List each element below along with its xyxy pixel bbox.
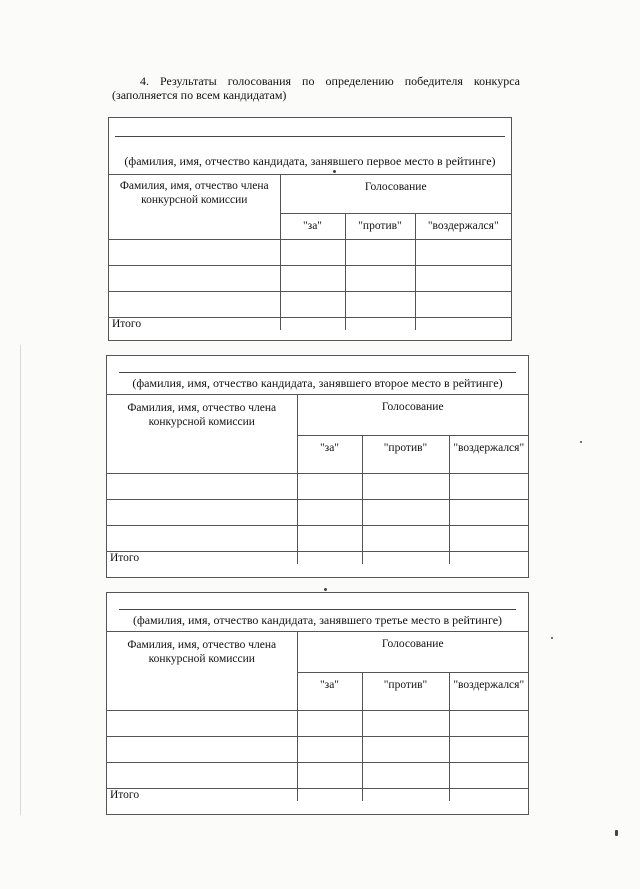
member-cell[interactable]	[107, 736, 297, 762]
total-cell[interactable]	[362, 551, 449, 564]
vote-cell[interactable]	[415, 291, 511, 317]
vote-cell[interactable]	[415, 239, 511, 265]
vote-cell[interactable]	[362, 736, 449, 762]
table-row	[107, 710, 528, 736]
vote-cell[interactable]	[449, 473, 528, 499]
scan-speck	[551, 637, 553, 639]
member-column-header: Фамилия, имя, отчество члена конкурсной комиссии	[109, 175, 280, 239]
table-row	[109, 265, 511, 291]
vote-cell[interactable]	[362, 762, 449, 788]
member-cell[interactable]	[107, 473, 297, 499]
member-cell[interactable]	[107, 710, 297, 736]
option-for: "за"	[297, 672, 362, 710]
candidate-name-area	[109, 118, 511, 175]
section-heading-line1: 4. Результаты голосования по определению победителя конкурса	[140, 74, 520, 88]
total-row	[109, 317, 511, 330]
vote-cell[interactable]	[362, 710, 449, 736]
vote-column-header: Голосование	[280, 175, 511, 213]
member-column-header: Фамилия, имя, отчество члена конкурсной комиссии	[107, 632, 297, 710]
total-cell[interactable]	[449, 551, 528, 564]
member-cell[interactable]	[107, 525, 297, 551]
votes-table	[107, 395, 528, 564]
total-cell[interactable]	[297, 788, 362, 801]
candidate-name-line[interactable]	[119, 609, 516, 610]
candidate-name-area	[107, 593, 528, 632]
candidate-name-line[interactable]	[115, 136, 505, 137]
total-label: Итого	[109, 317, 280, 330]
vote-column-header: Голосование	[297, 395, 528, 435]
vote-cell[interactable]	[297, 710, 362, 736]
member-cell[interactable]	[107, 762, 297, 788]
candidate-name-line[interactable]	[119, 372, 516, 373]
member-cell[interactable]	[109, 239, 280, 265]
total-cell[interactable]	[415, 317, 511, 330]
total-cell[interactable]	[345, 317, 415, 330]
option-abstained: "воздержался"	[415, 213, 511, 239]
option-against: "против"	[345, 213, 415, 239]
total-cell[interactable]	[297, 551, 362, 564]
results-block-third-place	[106, 592, 529, 815]
total-label: Итого	[107, 551, 297, 564]
section-heading	[112, 74, 520, 102]
member-cell[interactable]	[109, 265, 280, 291]
option-against: "против"	[362, 435, 449, 473]
option-for: "за"	[280, 213, 345, 239]
vote-cell[interactable]	[297, 473, 362, 499]
vote-cell[interactable]	[297, 499, 362, 525]
votes-table	[107, 632, 528, 801]
table-row	[107, 473, 528, 499]
vote-cell[interactable]	[345, 291, 415, 317]
vote-cell[interactable]	[449, 710, 528, 736]
table-row	[107, 525, 528, 551]
table-row	[107, 762, 528, 788]
vote-cell[interactable]	[449, 525, 528, 551]
total-label: Итого	[107, 788, 297, 801]
candidate-caption: (фамилия, имя, отчество кандидата, занявшего второе место в рейтинге)	[132, 376, 503, 390]
vote-cell[interactable]	[449, 762, 528, 788]
total-cell[interactable]	[449, 788, 528, 801]
results-block-first-place	[108, 117, 512, 341]
vote-cell[interactable]	[449, 499, 528, 525]
vote-cell[interactable]	[362, 499, 449, 525]
section-heading-line2: (заполняется по всем кандидатам)	[112, 88, 287, 102]
vote-cell[interactable]	[280, 291, 345, 317]
vote-cell[interactable]	[449, 736, 528, 762]
results-block-second-place	[106, 355, 529, 578]
vote-cell[interactable]	[297, 736, 362, 762]
table-row	[109, 239, 511, 265]
vote-cell[interactable]	[280, 239, 345, 265]
candidate-caption: (фамилия, имя, отчество кандидата, занявшего первое место в рейтинге)	[124, 154, 496, 168]
total-row	[107, 551, 528, 564]
vote-cell[interactable]	[297, 762, 362, 788]
scan-speck	[580, 441, 582, 443]
table-row	[109, 291, 511, 317]
vote-cell[interactable]	[280, 265, 345, 291]
candidate-name-area	[107, 356, 528, 395]
vote-cell[interactable]	[345, 265, 415, 291]
vote-cell[interactable]	[345, 239, 415, 265]
table-row	[107, 499, 528, 525]
scan-margin-line	[20, 345, 21, 815]
vote-cell[interactable]	[362, 525, 449, 551]
table-row	[107, 736, 528, 762]
member-cell[interactable]	[107, 499, 297, 525]
vote-column-header: Голосование	[297, 632, 528, 672]
total-row	[107, 788, 528, 801]
scan-speck	[333, 170, 336, 173]
member-column-header: Фамилия, имя, отчество члена конкурсной комиссии	[107, 395, 297, 473]
total-cell[interactable]	[280, 317, 345, 330]
option-against: "против"	[362, 672, 449, 710]
vote-cell[interactable]	[297, 525, 362, 551]
vote-cell[interactable]	[415, 265, 511, 291]
candidate-caption: (фамилия, имя, отчество кандидата, занявшего третье место в рейтинге)	[132, 613, 503, 627]
option-for: "за"	[297, 435, 362, 473]
scan-speck	[324, 588, 327, 591]
total-cell[interactable]	[362, 788, 449, 801]
votes-table	[109, 175, 511, 330]
member-cell[interactable]	[109, 291, 280, 317]
option-abstained: "воздержался"	[449, 435, 528, 473]
scan-speck	[615, 830, 618, 836]
option-abstained: "воздержался"	[449, 672, 528, 710]
vote-cell[interactable]	[362, 473, 449, 499]
